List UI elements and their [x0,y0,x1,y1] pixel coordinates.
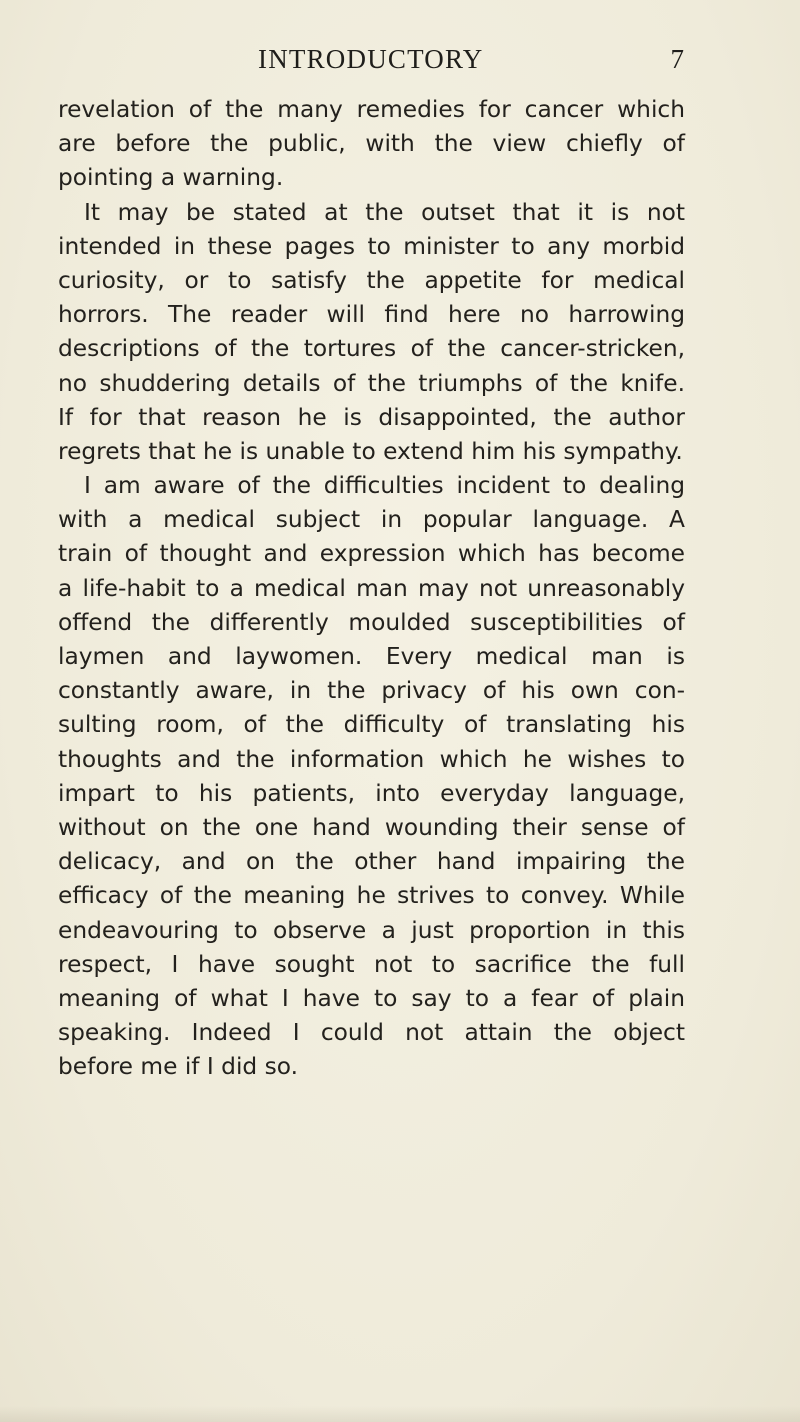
text-line: no shuddering details of the triumphs of the knife. [58,369,685,397]
text-line: laymen and laywomen. Every medical man is [58,643,685,670]
text-line: impart to his patients, into everyday language, [58,779,685,807]
text-line: delicacy, and on the other hand impairing the [58,848,685,876]
text-line: revelation of the many remedies for cancer which [58,96,685,123]
text-line: regrets that he is unable to extend him his sympathy. [58,437,683,465]
page-number: 7 [670,44,684,74]
text-line: before me if I did so. [58,1053,299,1081]
text-line: train of thought and expression which has become [58,540,685,568]
text-line: intended in these pages to minister to any morbid [58,232,685,260]
text-line: horrors. The reader will find here no harrowing [58,301,685,329]
text-line: constantly aware, in the privacy of his own con- [58,677,685,705]
text-line: are before the public, with the view chiefly of [58,130,685,158]
text-line: with a medical subject in popular language. A [58,506,685,534]
page-edge-shadow [0,1406,800,1422]
text-line: sulting room, of the difficulty of translating his [58,711,685,739]
text-line: respect, I have sought not to sacrifice the full [58,950,685,978]
running-head [58,44,684,84]
text-line: meaning of what I have to say to a fear of plain [58,984,685,1012]
text-line: I am aware of the difficulties incident to dealing [84,472,685,500]
text-line: descriptions of the tortures of the cancer-stricken, [58,335,685,363]
text-line: without on the one hand wounding their sense of [58,813,685,841]
text-line: It may be stated at the outset that it is not [84,198,685,226]
text-line: a life-habit to a medical man may not unreasonably [58,574,685,602]
text-line: speaking. Indeed I could not attain the object [58,1019,685,1047]
body-text [58,93,685,1084]
text-line: thoughts and the information which he wishes to [58,745,685,773]
text-line: efficacy of the meaning he strives to convey. While [58,882,685,910]
text-line: endeavouring to observe a just proportion in this [58,916,685,944]
text-line: If for that reason he is disappointed, the author [58,403,685,431]
text-line: offend the differently moulded susceptibilities of [58,608,685,636]
text-line: pointing a warning. [58,164,284,192]
text-line: curiosity, or to satisfy the appetite for medical [58,266,685,294]
running-title: INTRODUCTORY [258,44,484,74]
